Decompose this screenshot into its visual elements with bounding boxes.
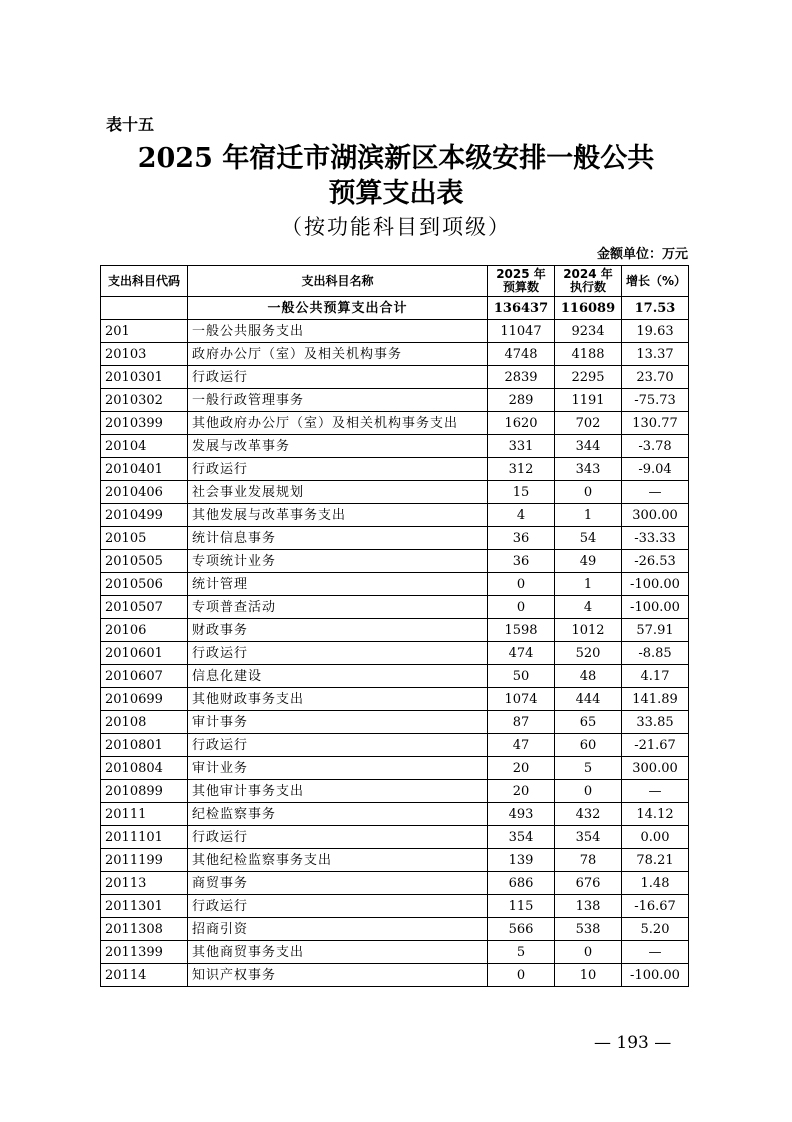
cell-growth: -100.00 bbox=[622, 964, 689, 987]
cell-actual-2024: 60 bbox=[555, 734, 622, 757]
cell-code: 2011199 bbox=[101, 849, 188, 872]
cell-name: 其他政府办公厅（室）及相关机构事务支出 bbox=[188, 412, 488, 435]
cell-budget-2025: 15 bbox=[488, 481, 555, 504]
table-row bbox=[101, 527, 689, 550]
cell-name: 政府办公厅（室）及相关机构事务 bbox=[188, 343, 488, 366]
cell-actual-2024: 1012 bbox=[555, 619, 622, 642]
cell-code: 2010699 bbox=[101, 688, 188, 711]
cell-name: 统计管理 bbox=[188, 573, 488, 596]
cell-code: 2011308 bbox=[101, 918, 188, 941]
table-row bbox=[101, 711, 689, 734]
table-row bbox=[101, 688, 689, 711]
cell-budget-2025: 139 bbox=[488, 849, 555, 872]
page-number: — 193 — bbox=[594, 1033, 672, 1053]
cell-actual-2024: 344 bbox=[555, 435, 622, 458]
cell-name: 一般公共预算支出合计 bbox=[188, 297, 488, 320]
cell-growth: -100.00 bbox=[622, 596, 689, 619]
cell-code: 2010406 bbox=[101, 481, 188, 504]
table-body bbox=[101, 297, 689, 987]
cell-code: 2010399 bbox=[101, 412, 188, 435]
cell-actual-2024: 354 bbox=[555, 826, 622, 849]
cell-name: 信息化建设 bbox=[188, 665, 488, 688]
cell-actual-2024: 520 bbox=[555, 642, 622, 665]
cell-budget-2025: 354 bbox=[488, 826, 555, 849]
cell-actual-2024: 49 bbox=[555, 550, 622, 573]
amount-unit: 金额单位：万元 bbox=[596, 247, 688, 262]
table-row bbox=[101, 895, 689, 918]
header-name: 支出科目名称 bbox=[188, 266, 488, 297]
cell-code: 20105 bbox=[101, 527, 188, 550]
cell-name: 纪检监察事务 bbox=[188, 803, 488, 826]
cell-code: 2010499 bbox=[101, 504, 188, 527]
cell-growth: 13.37 bbox=[622, 343, 689, 366]
cell-growth: 0.00 bbox=[622, 826, 689, 849]
cell-code: 2010401 bbox=[101, 458, 188, 481]
cell-budget-2025: 115 bbox=[488, 895, 555, 918]
header-budget-2025: 2025 年预算数 bbox=[488, 266, 555, 297]
cell-budget-2025: 47 bbox=[488, 734, 555, 757]
cell-growth: -100.00 bbox=[622, 573, 689, 596]
cell-budget-2025: 87 bbox=[488, 711, 555, 734]
cell-code: 2010506 bbox=[101, 573, 188, 596]
cell-growth: 23.70 bbox=[622, 366, 689, 389]
cell-growth: -3.78 bbox=[622, 435, 689, 458]
table-row bbox=[101, 642, 689, 665]
cell-growth: -75.73 bbox=[622, 389, 689, 412]
cell-growth: 78.21 bbox=[622, 849, 689, 872]
cell-growth: 300.00 bbox=[622, 504, 689, 527]
cell-budget-2025: 11047 bbox=[488, 320, 555, 343]
cell-growth: 4.17 bbox=[622, 665, 689, 688]
cell-growth: — bbox=[622, 941, 689, 964]
cell-actual-2024: 5 bbox=[555, 757, 622, 780]
table-row bbox=[101, 458, 689, 481]
cell-budget-2025: 36 bbox=[488, 550, 555, 573]
table-row bbox=[101, 872, 689, 895]
table-row bbox=[101, 665, 689, 688]
cell-code: 201 bbox=[101, 320, 188, 343]
cell-code: 2011301 bbox=[101, 895, 188, 918]
cell-actual-2024: 78 bbox=[555, 849, 622, 872]
cell-budget-2025: 0 bbox=[488, 596, 555, 619]
cell-budget-2025: 331 bbox=[488, 435, 555, 458]
cell-name: 审计业务 bbox=[188, 757, 488, 780]
cell-growth: 19.63 bbox=[622, 320, 689, 343]
cell-code bbox=[101, 297, 188, 320]
cell-name: 其他发展与改革事务支出 bbox=[188, 504, 488, 527]
table-row bbox=[101, 389, 689, 412]
cell-actual-2024: 138 bbox=[555, 895, 622, 918]
table-row bbox=[101, 941, 689, 964]
cell-actual-2024: 9234 bbox=[555, 320, 622, 343]
cell-budget-2025: 1074 bbox=[488, 688, 555, 711]
cell-code: 2010601 bbox=[101, 642, 188, 665]
cell-growth: 14.12 bbox=[622, 803, 689, 826]
cell-name: 行政运行 bbox=[188, 895, 488, 918]
cell-name: 行政运行 bbox=[188, 458, 488, 481]
cell-budget-2025: 1620 bbox=[488, 412, 555, 435]
cell-actual-2024: 1191 bbox=[555, 389, 622, 412]
cell-budget-2025: 0 bbox=[488, 573, 555, 596]
cell-budget-2025: 5 bbox=[488, 941, 555, 964]
cell-budget-2025: 20 bbox=[488, 780, 555, 803]
cell-actual-2024: 4 bbox=[555, 596, 622, 619]
cell-code: 20108 bbox=[101, 711, 188, 734]
cell-name: 专项普查活动 bbox=[188, 596, 488, 619]
cell-code: 20111 bbox=[101, 803, 188, 826]
table-row bbox=[101, 412, 689, 435]
cell-growth: 33.85 bbox=[622, 711, 689, 734]
cell-budget-2025: 1598 bbox=[488, 619, 555, 642]
page-title: 2025 年宿迁市湖滨新区本级安排一般公共 bbox=[137, 143, 655, 174]
cell-name: 行政运行 bbox=[188, 826, 488, 849]
cell-actual-2024: 1 bbox=[555, 573, 622, 596]
cell-actual-2024: 1 bbox=[555, 504, 622, 527]
cell-growth: 300.00 bbox=[622, 757, 689, 780]
cell-name: 商贸事务 bbox=[188, 872, 488, 895]
cell-code: 20104 bbox=[101, 435, 188, 458]
cell-code: 20106 bbox=[101, 619, 188, 642]
table-row bbox=[101, 964, 689, 987]
cell-actual-2024: 444 bbox=[555, 688, 622, 711]
cell-code: 2010899 bbox=[101, 780, 188, 803]
cell-budget-2025: 2839 bbox=[488, 366, 555, 389]
cell-growth: 57.91 bbox=[622, 619, 689, 642]
header-growth: 增长（%） bbox=[622, 266, 689, 297]
cell-budget-2025: 474 bbox=[488, 642, 555, 665]
table-row bbox=[101, 780, 689, 803]
cell-growth: -33.33 bbox=[622, 527, 689, 550]
table-row bbox=[101, 343, 689, 366]
table-row bbox=[101, 504, 689, 527]
cell-actual-2024: 0 bbox=[555, 780, 622, 803]
cell-growth: 141.89 bbox=[622, 688, 689, 711]
cell-name: 发展与改革事务 bbox=[188, 435, 488, 458]
cell-actual-2024: 2295 bbox=[555, 366, 622, 389]
cell-growth: — bbox=[622, 780, 689, 803]
table-row bbox=[101, 918, 689, 941]
table-row bbox=[101, 757, 689, 780]
cell-budget-2025: 4 bbox=[488, 504, 555, 527]
table-header-row bbox=[101, 266, 689, 297]
cell-name: 一般公共服务支出 bbox=[188, 320, 488, 343]
cell-budget-2025: 493 bbox=[488, 803, 555, 826]
cell-name: 其他纪检监察事务支出 bbox=[188, 849, 488, 872]
cell-code: 2010801 bbox=[101, 734, 188, 757]
cell-code: 2011399 bbox=[101, 941, 188, 964]
cell-actual-2024: 0 bbox=[555, 481, 622, 504]
cell-growth: -16.67 bbox=[622, 895, 689, 918]
table-row bbox=[101, 734, 689, 757]
cell-budget-2025: 0 bbox=[488, 964, 555, 987]
cell-name: 审计事务 bbox=[188, 711, 488, 734]
cell-budget-2025: 312 bbox=[488, 458, 555, 481]
cell-name: 知识产权事务 bbox=[188, 964, 488, 987]
cell-name: 专项统计业务 bbox=[188, 550, 488, 573]
cell-name: 统计信息事务 bbox=[188, 527, 488, 550]
cell-growth: — bbox=[622, 481, 689, 504]
cell-name: 一般行政管理事务 bbox=[188, 389, 488, 412]
cell-name: 行政运行 bbox=[188, 642, 488, 665]
cell-name: 其他审计事务支出 bbox=[188, 780, 488, 803]
table-row bbox=[101, 573, 689, 596]
page-subtitle: （按功能科目到项级） bbox=[281, 215, 511, 239]
table-row bbox=[101, 619, 689, 642]
cell-growth: 5.20 bbox=[622, 918, 689, 941]
cell-code: 2010301 bbox=[101, 366, 188, 389]
cell-growth: 1.48 bbox=[622, 872, 689, 895]
table-row bbox=[101, 803, 689, 826]
cell-code: 2011101 bbox=[101, 826, 188, 849]
cell-code: 2010804 bbox=[101, 757, 188, 780]
cell-name: 其他商贸事务支出 bbox=[188, 941, 488, 964]
cell-budget-2025: 686 bbox=[488, 872, 555, 895]
cell-name: 其他财政事务支出 bbox=[188, 688, 488, 711]
cell-budget-2025: 136437 bbox=[488, 297, 555, 320]
cell-actual-2024: 432 bbox=[555, 803, 622, 826]
cell-budget-2025: 566 bbox=[488, 918, 555, 941]
cell-name: 行政运行 bbox=[188, 366, 488, 389]
cell-code: 20114 bbox=[101, 964, 188, 987]
page-title-line2: 预算支出表 bbox=[328, 178, 464, 209]
table-row bbox=[101, 596, 689, 619]
cell-actual-2024: 116089 bbox=[555, 297, 622, 320]
cell-code: 2010507 bbox=[101, 596, 188, 619]
table-label: 表十五 bbox=[106, 115, 155, 134]
table-row bbox=[101, 826, 689, 849]
cell-budget-2025: 4748 bbox=[488, 343, 555, 366]
cell-growth: -26.53 bbox=[622, 550, 689, 573]
header-code: 支出科目代码 bbox=[101, 266, 188, 297]
cell-actual-2024: 676 bbox=[555, 872, 622, 895]
cell-code: 20113 bbox=[101, 872, 188, 895]
cell-growth: -8.85 bbox=[622, 642, 689, 665]
cell-code: 2010505 bbox=[101, 550, 188, 573]
cell-actual-2024: 65 bbox=[555, 711, 622, 734]
cell-budget-2025: 289 bbox=[488, 389, 555, 412]
table-row bbox=[101, 550, 689, 573]
cell-budget-2025: 50 bbox=[488, 665, 555, 688]
cell-growth: 130.77 bbox=[622, 412, 689, 435]
cell-actual-2024: 48 bbox=[555, 665, 622, 688]
table-row bbox=[101, 435, 689, 458]
table-row bbox=[101, 366, 689, 389]
cell-code: 2010607 bbox=[101, 665, 188, 688]
cell-actual-2024: 343 bbox=[555, 458, 622, 481]
cell-name: 财政事务 bbox=[188, 619, 488, 642]
cell-growth: 17.53 bbox=[622, 297, 689, 320]
cell-code: 20103 bbox=[101, 343, 188, 366]
cell-actual-2024: 54 bbox=[555, 527, 622, 550]
cell-growth: -9.04 bbox=[622, 458, 689, 481]
table-row bbox=[101, 481, 689, 504]
header-actual-2024: 2024 年执行数 bbox=[555, 266, 622, 297]
cell-actual-2024: 538 bbox=[555, 918, 622, 941]
cell-actual-2024: 10 bbox=[555, 964, 622, 987]
cell-growth: -21.67 bbox=[622, 734, 689, 757]
table-row bbox=[101, 320, 689, 343]
cell-budget-2025: 20 bbox=[488, 757, 555, 780]
budget-table bbox=[100, 265, 689, 987]
cell-code: 2010302 bbox=[101, 389, 188, 412]
cell-name: 行政运行 bbox=[188, 734, 488, 757]
cell-name: 社会事业发展规划 bbox=[188, 481, 488, 504]
total-row bbox=[101, 297, 689, 320]
table-row bbox=[101, 849, 689, 872]
cell-name: 招商引资 bbox=[188, 918, 488, 941]
cell-actual-2024: 4188 bbox=[555, 343, 622, 366]
cell-actual-2024: 702 bbox=[555, 412, 622, 435]
cell-actual-2024: 0 bbox=[555, 941, 622, 964]
cell-budget-2025: 36 bbox=[488, 527, 555, 550]
